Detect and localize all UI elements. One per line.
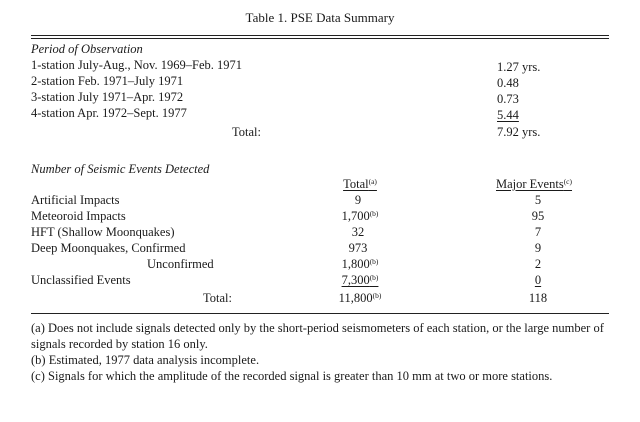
event-row-total-value: 7,300 (341, 273, 370, 287)
obs-total-label: Total: (232, 125, 261, 139)
event-row-note: (b) (369, 257, 379, 266)
event-row-total (349, 242, 368, 255)
obs-row-value: 5.44 (497, 108, 519, 122)
col-header-major (496, 178, 572, 191)
event-row-label: HFT (Shallow Moonquakes) (31, 225, 175, 239)
col-header-total (343, 178, 377, 191)
event-row-total (342, 274, 379, 287)
obs-row-value: 0.73 (497, 92, 519, 106)
events-total-major: 118 (528, 291, 548, 305)
event-row-major: 5 (534, 193, 542, 207)
col-header-total-label: Total (343, 177, 369, 191)
footnote-b: (b) Estimated, 1977 data analysis incomplete. (31, 353, 260, 367)
top-rule-2 (31, 38, 609, 39)
event-row-total (342, 258, 379, 271)
obs-row-value: 0.48 (497, 76, 519, 90)
event-row-total-value: 1,700 (341, 209, 370, 223)
footnote-c: (c) Signals for which the amplitude of the recorded signal is greater than 10 mm at two or more stations. (31, 369, 553, 383)
event-row-total (342, 210, 379, 223)
events-total-value: 11,800 (338, 291, 373, 305)
event-row-total-value: 1,800 (341, 257, 370, 271)
event-row-label: Deep Moonquakes, Confirmed (31, 241, 186, 255)
event-row-total (355, 194, 361, 207)
obs-row-label: 2-station Feb. 1971–July 1971 (31, 74, 184, 88)
event-row-major: 95 (531, 209, 545, 223)
event-row-label: Meteoroid Impacts (31, 209, 126, 223)
events-total-note: (b) (372, 291, 382, 300)
event-row-major: 7 (534, 225, 542, 239)
footnote-rule (31, 313, 609, 314)
top-rule (31, 35, 609, 36)
event-row-major: 9 (534, 241, 542, 255)
col-header-total-note: (a) (368, 177, 377, 186)
event-row-label: Unclassified Events (31, 273, 131, 287)
obs-row-label: 3-station July 1971–Apr. 1972 (31, 90, 184, 104)
event-row-total (352, 226, 365, 239)
obs-row-label: 1-station July-Aug., Nov. 1969–Feb. 1971 (31, 58, 242, 72)
event-row-note: (b) (369, 273, 379, 282)
event-row-label: Artificial Impacts (31, 193, 120, 207)
event-row-note: (b) (369, 209, 379, 218)
event-row-total-value: 32 (351, 225, 365, 239)
obs-row-value: 1.27 yrs. (497, 60, 541, 74)
event-row-label: Unconfirmed (147, 257, 214, 271)
obs-row-label: 4-station Apr. 1972–Sept. 1977 (31, 106, 187, 120)
event-row-major: 0 (534, 273, 542, 287)
events-total (339, 292, 382, 305)
event-row-total-value: 9 (354, 193, 362, 207)
observation-heading: Period of Observation (31, 42, 143, 56)
event-row-total-value: 973 (348, 241, 368, 255)
table-title: Table 1. PSE Data Summary (245, 10, 395, 25)
obs-total-value: 7.92 yrs. (497, 125, 541, 139)
events-total-label: Total: (203, 291, 232, 305)
col-header-major-note: (c) (563, 177, 573, 186)
footnote-a: (a) Does not include signals detected only by the short-period seismometers of each station, or the large number of signals recorded by station 16 only. (31, 321, 604, 351)
events-heading: Number of Seismic Events Detected (31, 162, 210, 176)
col-header-major-label: Major Events (495, 177, 564, 191)
event-row-major: 2 (534, 257, 542, 271)
